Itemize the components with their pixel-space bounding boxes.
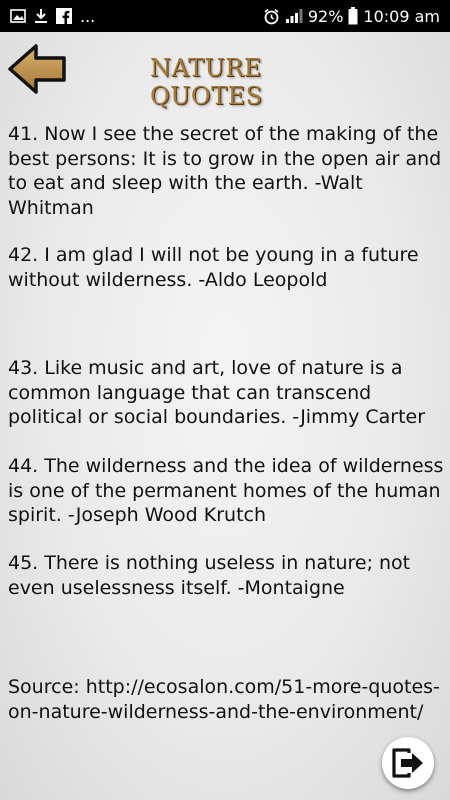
download-icon bbox=[34, 8, 48, 24]
more-notifications: ... bbox=[80, 6, 96, 26]
alarm-icon bbox=[263, 8, 280, 25]
battery-percent: 92% bbox=[307, 6, 344, 26]
signal-icon bbox=[285, 8, 303, 24]
page-title: NATURE QUOTES bbox=[150, 54, 263, 110]
facebook-icon bbox=[56, 8, 72, 24]
status-left bbox=[0, 7, 95, 26]
quote-43: 43. Like music and art, love of nature is a common language that can transcend political or social boundaries. -Jimmy Carter bbox=[8, 357, 426, 428]
back-button[interactable] bbox=[6, 42, 68, 96]
battery-icon bbox=[348, 7, 358, 25]
status-bar bbox=[0, 0, 450, 32]
quote-44: 44. The wilderness and the idea of wilderness is one of the permanent homes of the human spirit. -Joseph Wood Krutch bbox=[8, 455, 444, 526]
status-right bbox=[263, 7, 450, 26]
exit-icon bbox=[391, 747, 425, 779]
exit-button[interactable] bbox=[382, 737, 434, 789]
image-icon bbox=[10, 8, 26, 24]
clock: 10:09 am bbox=[363, 6, 440, 26]
source-text: Source: http://ecosalon.com/51-more-quotes-on-nature-wilderness-and-the-environment/ bbox=[8, 676, 440, 723]
back-arrow-icon bbox=[6, 42, 68, 96]
quote-42: 42. I am glad I will not be young in a future without wilderness. -Aldo Leopold bbox=[8, 244, 419, 291]
quote-45: 45. There is nothing useless in nature; not even uselessness itself. -Montaigne bbox=[8, 552, 411, 599]
header bbox=[0, 32, 450, 112]
quote-41: 41. Now I see the secret of the making of the best persons: It is to grow in the open air and to eat and sleep with the earth. -Walt Whitman bbox=[8, 123, 442, 219]
